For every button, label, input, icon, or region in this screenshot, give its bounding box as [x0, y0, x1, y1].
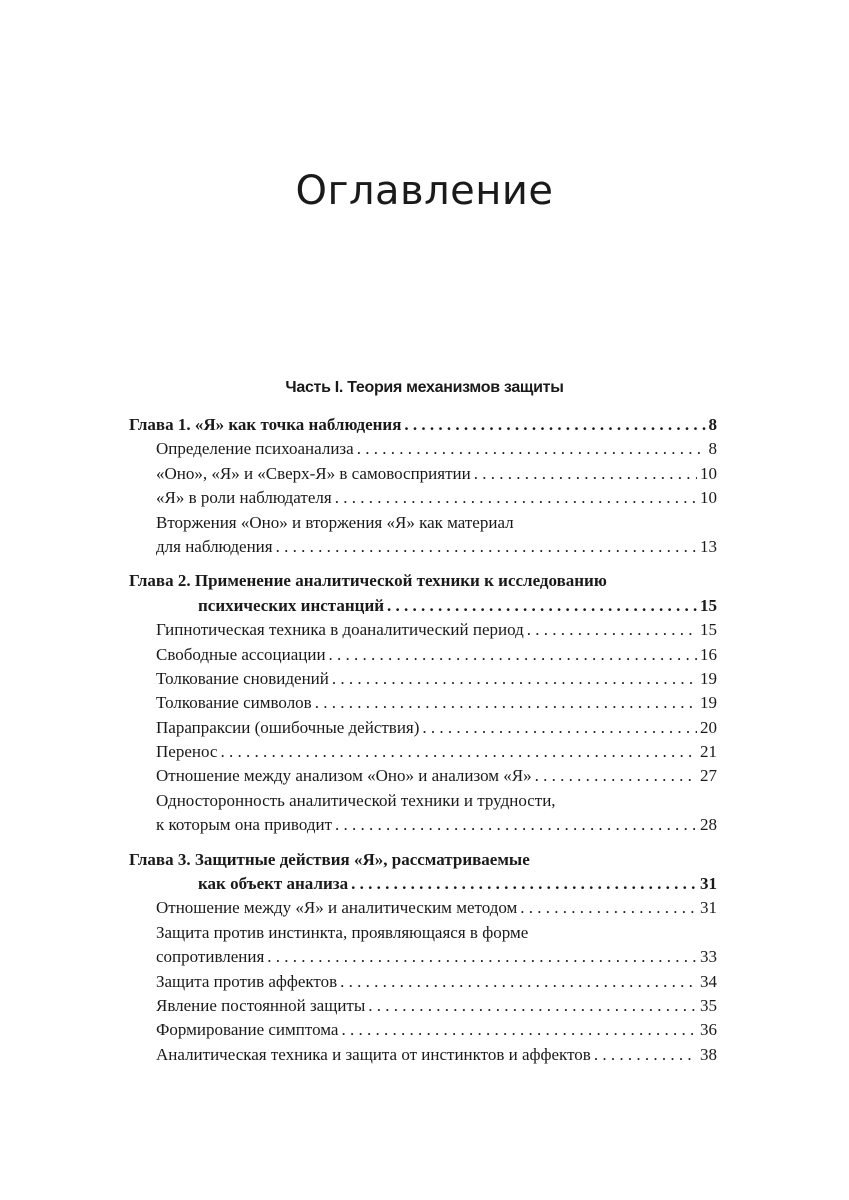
dot-leader — [335, 486, 697, 510]
toc-entry[interactable] — [129, 1018, 717, 1042]
chapter-1-entry[interactable] — [129, 413, 717, 437]
entry-title: Отношение между «Я» и аналитическим методом — [156, 898, 518, 918]
chapter-2-page: 15 — [700, 595, 717, 615]
dot-leader — [422, 716, 697, 740]
table-of-contents — [129, 413, 717, 1067]
entry-title: Отношение между анализом «Оно» и анализом «Я» — [156, 766, 532, 786]
toc-entry[interactable] — [129, 1043, 717, 1067]
entry-title-line[interactable]: Вторжения «Оно» и вторжения «Я» как материал — [156, 512, 514, 532]
entry-page: 21 — [700, 742, 717, 762]
entry-title-line[interactable]: Односторонность аналитической техники и трудности, — [156, 790, 556, 810]
toc-entry[interactable] — [129, 667, 717, 691]
toc-entry[interactable] — [129, 618, 717, 642]
dot-leader — [340, 970, 697, 994]
entry-title: Формирование симптома — [156, 1020, 339, 1040]
entry-page: 19 — [700, 668, 717, 688]
entry-title: Перенос — [156, 742, 218, 762]
dot-leader — [220, 740, 697, 764]
entry-title: для наблюдения — [156, 536, 273, 556]
entry-title: Толкование сновидений — [156, 668, 329, 688]
dot-leader — [527, 618, 697, 642]
dot-leader — [474, 462, 697, 486]
chapter-1-page: 8 — [708, 415, 717, 434]
part-heading: Часть I. Теория механизмов защиты — [285, 379, 564, 396]
dot-leader — [267, 945, 697, 969]
dot-leader — [387, 594, 697, 618]
toc-entry[interactable] — [129, 643, 717, 667]
entry-title: Аналитическая техника и защита от инстинктов и аффектов — [156, 1044, 591, 1064]
dot-leader — [594, 1043, 697, 1067]
entry-page: 28 — [700, 815, 717, 835]
toc-entry[interactable] — [129, 437, 717, 461]
dot-leader — [329, 643, 697, 667]
entry-page: 38 — [700, 1044, 717, 1064]
entry-title: Свободные ассоциации — [156, 644, 326, 664]
toc-entry[interactable] — [129, 994, 717, 1018]
dot-leader — [404, 413, 705, 437]
chapter-2-entry[interactable] — [129, 594, 717, 618]
chapter-2-title-line[interactable]: Глава 2. Применение аналитической техники к исследованию — [129, 571, 607, 591]
dot-leader — [315, 691, 697, 715]
toc-entry[interactable] — [129, 813, 717, 837]
toc-entry[interactable] — [129, 462, 717, 486]
chapter-3-entry[interactable] — [129, 872, 717, 896]
entry-page: 31 — [700, 898, 717, 918]
entry-page: 10 — [700, 463, 717, 483]
entry-title: Парапраксии (ошибочные действия) — [156, 717, 420, 737]
entry-title: Толкование символов — [156, 693, 312, 713]
entry-page: 34 — [700, 971, 717, 991]
dot-leader — [357, 437, 706, 461]
dot-leader — [368, 994, 697, 1018]
toc-entry[interactable] — [129, 764, 717, 788]
dot-leader — [276, 535, 697, 559]
entry-page: 16 — [700, 644, 717, 664]
entry-title: «Я» в роли наблюдателя — [156, 488, 332, 508]
dot-leader — [335, 813, 697, 837]
toc-entry[interactable] — [129, 716, 717, 740]
chapter-2 — [129, 569, 717, 837]
entry-title: Явление постоянной защиты — [156, 995, 366, 1015]
entry-title: сопротивления — [156, 947, 265, 967]
dot-leader — [535, 764, 697, 788]
toc-entry[interactable] — [129, 970, 717, 994]
chapter-2-title: психических инстанций — [198, 595, 385, 615]
entry-page: 19 — [700, 693, 717, 713]
dot-leader — [332, 667, 697, 691]
entry-title: Защита против аффектов — [156, 971, 338, 991]
toc-entry[interactable] — [129, 535, 717, 559]
chapter-3 — [129, 848, 717, 1068]
entry-page: 8 — [708, 439, 717, 459]
toc-entry[interactable] — [129, 691, 717, 715]
toc-entry[interactable] — [129, 740, 717, 764]
chapter-1-title: Глава 1. «Я» как точка наблюдения — [129, 415, 402, 434]
dot-leader — [341, 1018, 697, 1042]
entry-page: 20 — [700, 717, 717, 737]
entry-title: Гипнотическая техника в доаналитический период — [156, 620, 524, 640]
entry-page: 10 — [700, 488, 717, 508]
entry-page: 15 — [700, 620, 717, 640]
dot-leader — [520, 896, 697, 920]
chapter-3-title: как объект анализа — [198, 874, 349, 894]
chapter-3-title-line[interactable]: Глава 3. Защитные действия «Я», рассматриваемые — [129, 849, 530, 869]
toc-entry[interactable] — [129, 896, 717, 920]
entry-title-line[interactable]: Защита против инстинкта, проявляющаяся в форме — [156, 922, 529, 942]
toc-entry[interactable] — [129, 945, 717, 969]
entry-title: Определение психоанализа — [156, 439, 354, 459]
entry-page: 36 — [700, 1020, 717, 1040]
entry-page: 27 — [700, 766, 717, 786]
entry-page: 13 — [700, 536, 717, 556]
chapter-3-page: 31 — [700, 874, 717, 894]
dot-leader — [351, 872, 697, 896]
chapter-1 — [129, 413, 717, 559]
page-title: Оглавление — [295, 168, 554, 214]
toc-entry[interactable] — [129, 486, 717, 510]
entry-title: к которым она приводит — [156, 815, 333, 835]
entry-title: «Оно», «Я» и «Сверх-Я» в самовосприятии — [156, 463, 471, 483]
entry-page: 35 — [700, 995, 717, 1015]
entry-page: 33 — [700, 947, 717, 967]
